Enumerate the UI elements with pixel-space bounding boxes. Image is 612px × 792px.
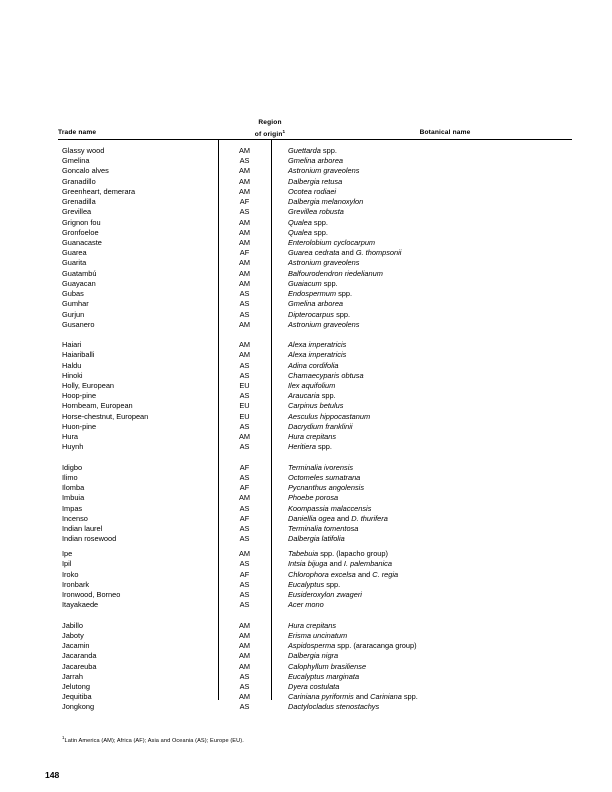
- botanical-italic: Alexa imperatricis: [288, 340, 347, 350]
- botanical-italic: C. regia: [372, 569, 399, 579]
- table-row: [0, 631, 612, 641]
- botanical-italic: Enterolobium cyclocarpum: [288, 237, 376, 247]
- cell-trade-name: Ironwood, Borneo: [62, 590, 121, 599]
- column-header-region-line1: Region: [258, 119, 282, 126]
- table-row-spacer: [0, 453, 612, 463]
- cell-botanical-name: [288, 269, 383, 278]
- cell-region-of-origin: AS: [239, 156, 250, 166]
- cell-botanical-name: [288, 672, 359, 681]
- cell-botanical-name: [288, 422, 352, 431]
- cell-trade-name: Haldu: [62, 360, 82, 370]
- cell-botanical-name: [288, 391, 336, 400]
- table-row: [0, 570, 612, 580]
- cell-trade-name: Gusanero: [62, 319, 95, 329]
- table-row: [0, 258, 612, 268]
- cell-botanical-name: [288, 310, 350, 319]
- table-row-spacer: [0, 610, 612, 620]
- cell-region-of-origin: AM: [238, 186, 251, 196]
- table-row: [0, 269, 612, 279]
- cell-region-of-origin: AM: [238, 651, 251, 661]
- cell-region-of-origin: AS: [239, 579, 250, 589]
- table-row: [0, 310, 612, 320]
- cell-region-of-origin: AS: [239, 681, 250, 691]
- botanical-roman: and: [334, 513, 352, 523]
- botanical-italic: Aspidosperma: [288, 641, 336, 651]
- cell-trade-name: Hura: [62, 432, 79, 442]
- cell-region-of-origin: AM: [238, 549, 251, 559]
- cell-trade-name: Jacaranda: [62, 651, 97, 661]
- cell-botanical-name: [288, 682, 339, 691]
- table-row: [0, 177, 612, 187]
- botanical-roman: spp.: [311, 217, 328, 227]
- cell-trade-name: Ironbark: [62, 579, 90, 589]
- cell-botanical-name: [288, 432, 336, 441]
- cell-botanical-name: [288, 662, 366, 671]
- table-row: [0, 702, 612, 712]
- footnote: [62, 735, 244, 744]
- cell-region-of-origin: AS: [239, 473, 250, 482]
- table-row: [0, 493, 612, 503]
- cell-botanical-name: [288, 340, 346, 349]
- cell-botanical-name: [288, 381, 335, 390]
- table-header: [58, 118, 572, 138]
- cell-botanical-name: [288, 514, 388, 523]
- cell-botanical-name: [288, 279, 338, 288]
- table-row: [0, 146, 612, 156]
- table-row: [0, 682, 612, 692]
- cell-trade-name: Imbuia: [62, 493, 85, 503]
- table-row: [0, 534, 612, 544]
- cell-trade-name: Iroko: [62, 569, 79, 579]
- cell-region-of-origin: AM: [238, 493, 251, 503]
- cell-botanical-name: [288, 289, 352, 298]
- table-row: [0, 514, 612, 524]
- botanical-roman: and: [327, 559, 344, 569]
- table-row: [0, 662, 612, 672]
- table-row: [0, 401, 612, 411]
- botanical-italic: I. palembanica: [343, 559, 392, 569]
- cell-trade-name: Ipil: [62, 559, 72, 569]
- cell-trade-name: Haiari: [62, 340, 82, 350]
- botanical-italic: Aesculus hippocastanum: [288, 411, 371, 421]
- table-row: [0, 504, 612, 514]
- cell-region-of-origin: EU: [239, 401, 250, 411]
- cell-botanical-name: [288, 692, 418, 701]
- cell-botanical-name: [288, 228, 328, 237]
- cell-trade-name: Guarea: [62, 248, 87, 258]
- cell-trade-name: Greenheart, demerara: [62, 186, 136, 196]
- botanical-italic: Daniellia ogea: [288, 513, 335, 523]
- table-row: [0, 432, 612, 442]
- botanical-italic: Acer mono: [288, 600, 324, 610]
- cell-trade-name: Huon-pine: [62, 421, 97, 431]
- cell-trade-name: Hornbeam, European: [62, 401, 133, 411]
- cell-trade-name: Jongkong: [62, 702, 95, 712]
- cell-region-of-origin: AS: [239, 590, 250, 599]
- cell-trade-name: Jabillo: [62, 620, 83, 630]
- header-rule: [58, 139, 572, 140]
- cell-trade-name: Jarrah: [62, 671, 83, 681]
- cell-trade-name: Huynh: [62, 442, 84, 452]
- cell-botanical-name: [288, 320, 359, 329]
- botanical-italic: Qualea: [288, 217, 312, 227]
- cell-region-of-origin: AS: [239, 289, 250, 299]
- cell-region-of-origin: AS: [239, 442, 250, 452]
- botanical-italic: Dalbergia latifolia: [288, 534, 345, 544]
- cell-botanical-name: [288, 600, 324, 609]
- botanical-italic: Ocotea rodiaei: [288, 186, 337, 196]
- cell-trade-name: Ilimo: [62, 473, 78, 482]
- botanical-italic: Grevillea robusta: [288, 207, 344, 217]
- cell-botanical-name: [288, 401, 343, 410]
- footnote-marker: 1: [62, 735, 65, 740]
- cell-region-of-origin: AS: [239, 360, 250, 370]
- botanical-roman: spp.: [334, 309, 351, 319]
- botanical-italic: Dalbergia melanoxylon: [288, 197, 364, 207]
- botanical-roman: spp.: [401, 692, 418, 702]
- botanical-roman: spp.: [319, 391, 336, 401]
- cell-region-of-origin: AS: [239, 370, 250, 380]
- cell-botanical-name: [288, 248, 401, 257]
- botanical-italic: Guettarda: [288, 146, 321, 155]
- botanical-italic: Erisma uncinatum: [288, 630, 348, 640]
- cell-region-of-origin: AS: [239, 600, 250, 610]
- cell-trade-name: Incenso: [62, 513, 88, 523]
- cell-trade-name: Jaboty: [62, 630, 84, 640]
- cell-region-of-origin: AM: [238, 258, 251, 268]
- cell-botanical-name: [288, 524, 358, 533]
- table-row: [0, 442, 612, 452]
- table-row: [0, 371, 612, 381]
- table-row: [0, 549, 612, 559]
- table-row: [0, 248, 612, 258]
- cell-region-of-origin: AS: [239, 534, 250, 544]
- cell-trade-name: Jequitiba: [62, 692, 92, 702]
- table-row: [0, 590, 612, 600]
- cell-region-of-origin: AM: [238, 278, 251, 288]
- cell-region-of-origin: AS: [239, 702, 250, 712]
- page-number: 148: [45, 770, 60, 780]
- botanical-italic: Gmelina arborea: [288, 299, 344, 309]
- cell-botanical-name: [288, 463, 353, 472]
- botanical-italic: Cariniana: [370, 692, 402, 702]
- cell-trade-name: Granadillo: [62, 176, 96, 186]
- column-header-trade-name: Trade name: [58, 129, 97, 136]
- table-row: [0, 651, 612, 661]
- table-row: [0, 299, 612, 309]
- botanical-roman: spp.: [320, 146, 337, 155]
- cell-botanical-name: [288, 504, 371, 513]
- cell-botanical-name: [288, 197, 363, 206]
- table-row: [0, 580, 612, 590]
- botanical-roman: spp. (araracanga group): [335, 641, 417, 651]
- botanical-italic: Koompassia malaccensis: [288, 503, 372, 513]
- botanical-roman: spp.: [336, 289, 353, 299]
- botanical-italic: Guarea cedrata: [288, 248, 340, 258]
- cell-botanical-name: [288, 361, 339, 370]
- botanical-italic: Phoebe porosa: [288, 493, 339, 503]
- cell-trade-name: Indian rosewood: [62, 534, 117, 544]
- table-row: [0, 340, 612, 350]
- botanical-roman: spp.: [321, 278, 338, 288]
- cell-botanical-name: [288, 350, 346, 359]
- table-row: [0, 279, 612, 289]
- cell-botanical-name: [288, 207, 344, 216]
- table-row: [0, 473, 612, 483]
- botanical-roman: and: [353, 692, 371, 702]
- cell-botanical-name: [288, 559, 392, 568]
- column-header-region-line2: of origin: [254, 130, 283, 138]
- table-row: [0, 218, 612, 228]
- cell-region-of-origin: AS: [239, 391, 250, 401]
- cell-trade-name: Jelutong: [62, 681, 90, 691]
- table-row: [0, 320, 612, 330]
- cell-botanical-name: [288, 187, 336, 196]
- cell-botanical-name: [288, 166, 359, 175]
- cell-botanical-name: [288, 299, 343, 308]
- cell-trade-name: Itayakaede: [62, 600, 99, 610]
- botanical-italic: G. thompsonii: [355, 248, 402, 258]
- botanical-italic: Eucalyptus: [288, 579, 325, 589]
- cell-region-of-origin: AS: [239, 671, 250, 681]
- cell-trade-name: Grenadilla: [62, 197, 96, 207]
- table-row: [0, 289, 612, 299]
- botanical-italic: Dalbergia retusa: [288, 176, 343, 186]
- botanical-italic: Dactylocladus stenostachys: [288, 702, 380, 712]
- cell-botanical-name: [288, 570, 398, 579]
- cell-trade-name: Ilomba: [62, 483, 85, 493]
- table-row: [0, 600, 612, 610]
- botanical-italic: Qualea: [288, 227, 312, 237]
- table-row: [0, 238, 612, 248]
- cell-botanical-name: [288, 631, 347, 640]
- botanical-italic: Astronium graveolens: [288, 319, 360, 329]
- cell-botanical-name: [288, 412, 370, 421]
- botanical-italic: Terminalia ivorensis: [288, 462, 354, 472]
- botanical-italic: Gmelina arborea: [288, 156, 344, 166]
- cell-trade-name: Guayacan: [62, 278, 96, 288]
- botanical-italic: Octomeles sumatrana: [288, 473, 361, 482]
- botanical-italic: Dyera costulata: [288, 681, 340, 691]
- table-row: [0, 197, 612, 207]
- botanical-italic: Astronium graveolens: [288, 258, 360, 268]
- cell-region-of-origin: AM: [238, 319, 251, 329]
- botanical-italic: Pycnanthus angolensis: [288, 483, 365, 493]
- botanical-italic: Endospermum: [288, 289, 337, 299]
- column-header-region-of-origin: [220, 119, 320, 139]
- cell-region-of-origin: AM: [238, 620, 251, 630]
- botanical-italic: Alexa imperatricis: [288, 350, 347, 360]
- cell-trade-name: Idigbo: [62, 462, 83, 472]
- cell-region-of-origin: AM: [238, 237, 251, 247]
- cell-region-of-origin: AS: [239, 207, 250, 217]
- botanical-roman: and: [339, 248, 356, 258]
- table-row: [0, 641, 612, 651]
- cell-trade-name: Holly, European: [62, 381, 115, 391]
- cell-region-of-origin: AF: [239, 513, 250, 523]
- cell-trade-name: Gumhar: [62, 299, 89, 309]
- cell-botanical-name: [288, 146, 337, 155]
- cell-trade-name: Gubas: [62, 289, 84, 299]
- botanical-italic: Araucaria: [288, 391, 320, 401]
- table-row: [0, 207, 612, 217]
- table-row: [0, 187, 612, 197]
- botanical-italic: Eucalyptus marginata: [288, 671, 360, 681]
- botanical-italic: Calophyllum brasiliense: [288, 661, 367, 671]
- cell-trade-name: Guanacaste: [62, 237, 102, 247]
- cell-region-of-origin: AS: [239, 559, 250, 569]
- table-row: [0, 422, 612, 432]
- cell-region-of-origin: AM: [238, 217, 251, 227]
- cell-region-of-origin: AM: [238, 350, 251, 360]
- cell-trade-name: Glassy wood: [62, 146, 105, 155]
- cell-botanical-name: [288, 641, 417, 650]
- cell-region-of-origin: EU: [239, 411, 250, 421]
- cell-region-of-origin: AM: [238, 630, 251, 640]
- table-row: [0, 621, 612, 631]
- botanical-italic: Adina cordifolia: [288, 360, 339, 370]
- cell-botanical-name: [288, 549, 388, 558]
- cell-region-of-origin: AS: [239, 524, 250, 534]
- cell-region-of-origin: AM: [238, 432, 251, 442]
- cell-botanical-name: [288, 177, 342, 186]
- cell-region-of-origin: AS: [239, 421, 250, 431]
- cell-region-of-origin: AM: [238, 176, 251, 186]
- cell-trade-name: Grignon fou: [62, 217, 101, 227]
- botanical-italic: Hura crepitans: [288, 620, 337, 630]
- cell-trade-name: Gurjun: [62, 309, 85, 319]
- botanical-italic: Dalbergia nigra: [288, 651, 339, 661]
- botanical-roman: spp.: [315, 442, 332, 452]
- cell-region-of-origin: AS: [239, 503, 250, 513]
- column-header-botanical-name: Botanical name: [419, 129, 471, 136]
- table-row: [0, 381, 612, 391]
- cell-botanical-name: [288, 621, 336, 630]
- table-row: [0, 463, 612, 473]
- table-row: [0, 391, 612, 401]
- cell-region-of-origin: AF: [239, 248, 250, 258]
- cell-trade-name: Goncalo alves: [62, 166, 109, 176]
- table-row-spacer: [0, 330, 612, 340]
- cell-botanical-name: [288, 473, 360, 482]
- cell-region-of-origin: AF: [239, 462, 250, 472]
- cell-region-of-origin: AM: [238, 268, 251, 278]
- table-row: [0, 166, 612, 176]
- table-row: [0, 483, 612, 493]
- cell-botanical-name: [288, 651, 338, 660]
- table-row: [0, 524, 612, 534]
- botanical-italic: Terminalia tomentosa: [288, 524, 359, 534]
- cell-region-of-origin: AF: [239, 483, 250, 493]
- cell-trade-name: Hinoki: [62, 370, 83, 380]
- botanical-italic: Dacrydium franklinii: [288, 421, 353, 431]
- cell-botanical-name: [288, 590, 362, 599]
- cell-region-of-origin: AF: [239, 197, 250, 207]
- cell-trade-name: Guatambú: [62, 268, 97, 278]
- table-row: [0, 361, 612, 371]
- cell-trade-name: Hoop-pine: [62, 391, 97, 401]
- botanical-italic: Carpinus betulus: [288, 401, 344, 411]
- botanical-italic: D. thurifera: [351, 513, 388, 523]
- cell-region-of-origin: AF: [239, 569, 250, 579]
- table-row: [0, 692, 612, 702]
- table-row: [0, 412, 612, 422]
- botanical-italic: Tabebuia: [288, 549, 319, 559]
- footnote-text: Latin America (AM); Africa (AF); Asia and Oceania (AS); Europe (EU).: [64, 737, 244, 744]
- botanical-italic: Chlorophora excelsa: [288, 569, 356, 579]
- cell-trade-name: Haiariballi: [62, 350, 95, 360]
- botanical-roman: spp. (lapacho group): [318, 549, 388, 559]
- cell-botanical-name: [288, 156, 343, 165]
- cell-trade-name: Indian laurel: [62, 524, 103, 534]
- botanical-italic: Eusideroxylon zwageri: [288, 590, 362, 599]
- cell-region-of-origin: AM: [238, 692, 251, 702]
- cell-region-of-origin: AS: [239, 299, 250, 309]
- cell-botanical-name: [288, 580, 340, 589]
- cell-botanical-name: [288, 442, 332, 451]
- botanical-italic: Guaiacum: [288, 278, 322, 288]
- cell-botanical-name: [288, 493, 338, 502]
- botanical-roman: spp.: [324, 579, 341, 589]
- table-row: [0, 156, 612, 166]
- cell-trade-name: Gmelina: [62, 156, 90, 166]
- cell-botanical-name: [288, 483, 364, 492]
- cell-botanical-name: [288, 702, 379, 711]
- cell-region-of-origin: AM: [238, 641, 251, 651]
- table-row: [0, 228, 612, 238]
- cell-botanical-name: [288, 371, 364, 380]
- cell-trade-name: Guarita: [62, 258, 87, 268]
- botanical-italic: Astronium graveolens: [288, 166, 360, 176]
- table-row: [0, 559, 612, 569]
- botanical-roman: spp.: [311, 227, 328, 237]
- cell-trade-name: Horse-chestnut, European: [62, 411, 149, 421]
- botanical-italic: Cariniana pyriformis: [288, 692, 354, 702]
- cell-botanical-name: [288, 238, 375, 247]
- cell-trade-name: Jacamin: [62, 641, 90, 651]
- botanical-italic: Intsia bijuga: [288, 559, 328, 569]
- cell-botanical-name: [288, 534, 345, 543]
- cell-botanical-name: [288, 258, 359, 267]
- table-row: [0, 672, 612, 682]
- cell-region-of-origin: AM: [238, 661, 251, 671]
- botanical-italic: Chamaecyparis obtusa: [288, 370, 364, 380]
- cell-trade-name: Ipe: [62, 549, 73, 559]
- cell-region-of-origin: EU: [239, 381, 250, 391]
- cell-trade-name: Grevillea: [62, 207, 92, 217]
- botanical-italic: Balfourodendron riedelianum: [288, 268, 383, 278]
- botanical-italic: Hura crepitans: [288, 432, 337, 442]
- cell-region-of-origin: AM: [238, 227, 251, 237]
- botanical-roman: and: [355, 569, 373, 579]
- table-body: [0, 146, 612, 713]
- cell-region-of-origin: AM: [238, 166, 251, 176]
- table-row: [0, 350, 612, 360]
- cell-region-of-origin: AS: [239, 309, 250, 319]
- cell-botanical-name: [288, 218, 328, 227]
- footnote-marker-header: 1: [282, 128, 286, 134]
- botanical-italic: Heritiera: [288, 442, 316, 452]
- cell-trade-name: Impas: [62, 503, 83, 513]
- cell-trade-name: Jacareuba: [62, 661, 97, 671]
- botanical-italic: Dipterocarpus: [288, 309, 335, 319]
- cell-region-of-origin: AM: [238, 340, 251, 350]
- cell-trade-name: Gronfoeloe: [62, 227, 99, 237]
- botanical-italic: Ilex aquifolium: [288, 381, 336, 391]
- cell-region-of-origin: AM: [238, 146, 251, 155]
